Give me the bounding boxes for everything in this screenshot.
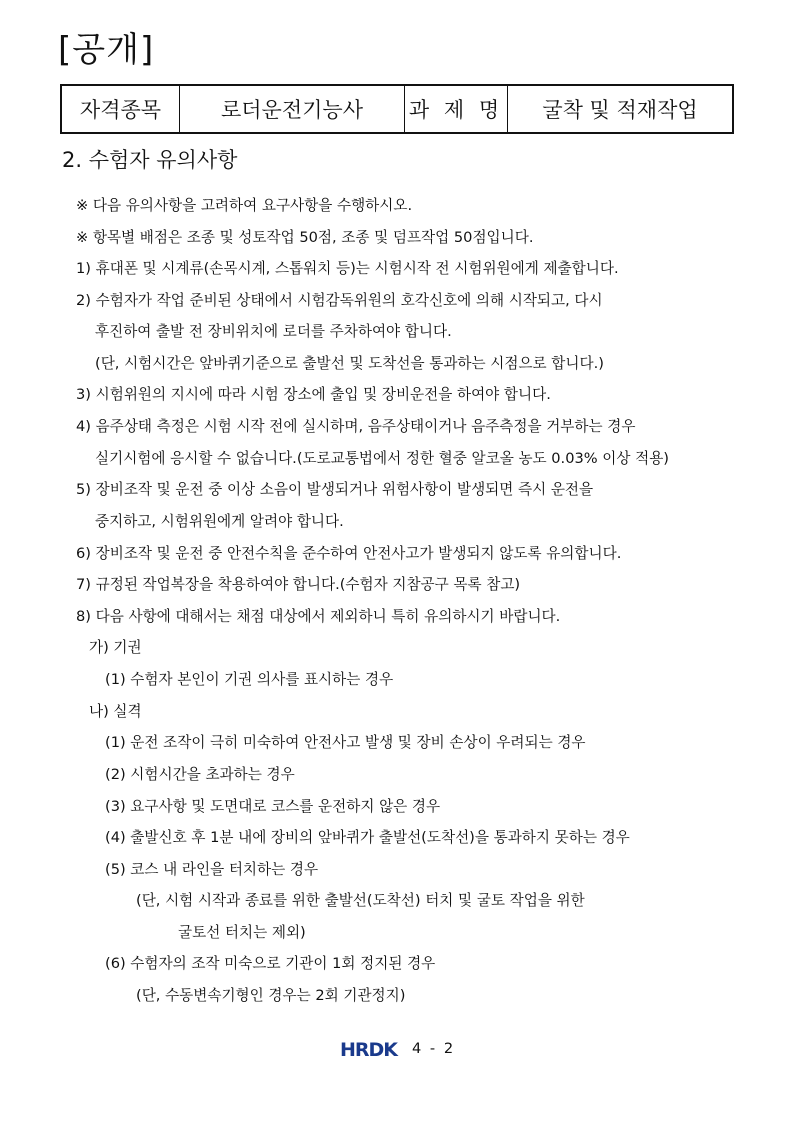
page-footer [340,1036,455,1060]
note-line: (4) 출발신호 후 1분 내에 장비의 앞바퀴가 출발선(도착선)을 통과하지 못하는 경우 [105,829,630,846]
note-line: ※ 항목별 배점은 조종 및 성토작업 50점, 조종 및 덤프작업 50점입니다. [76,229,534,246]
note-line: (1) 운전 조작이 극히 미숙하여 안전사고 발생 및 장비 손상이 우려되는 경우 [105,734,586,751]
note-line: 나) 실격 [89,703,142,720]
page-number: 4 - 2 [412,1039,456,1057]
note-line: (3) 요구사항 및 도면대로 코스를 운전하지 않은 경우 [105,798,441,815]
qualification-label: 자격종목 [61,85,180,133]
note-line: 8) 다음 사항에 대해서는 채점 대상에서 제외하니 특히 유의하시기 바랍니다. [76,608,561,625]
qualification-value: 로더운전기능사 [180,85,405,133]
task-value: 굴착 및 적재작업 [508,85,734,133]
note-line: 1) 휴대폰 및 시계류(손목시계, 스톱워치 등)는 시험시작 전 시험위원에게 제출합니다. [76,260,619,277]
document-classification-tag: [공개] [58,30,155,70]
info-table [60,84,734,134]
note-line: 굴토선 터치는 제외) [178,924,306,941]
note-line: 2) 수험자가 작업 준비된 상태에서 시험감독위원의 호각신호에 의해 시작되고, 다시 [76,292,603,309]
note-line: 6) 장비조작 및 운전 중 안전수칙을 준수하여 안전사고가 발생되지 않도록 유의합니다. [76,545,622,562]
note-line: ※ 다음 유의사항을 고려하여 요구사항을 수행하시오. [76,197,413,214]
hrdk-logo-text: HRDK [340,1039,398,1058]
note-line: (2) 시험시간을 초과하는 경우 [105,766,295,783]
note-line: (5) 코스 내 라인을 터치하는 경우 [105,861,319,878]
hrdk-logo [340,1038,402,1058]
section-title: 2. 수험자 유의사항 [62,148,238,172]
note-line: 실기시험에 응시할 수 없습니다.(도로교통법에서 정한 혈중 알코올 농도 0.03% 이상 적용) [95,450,669,467]
note-line: (6) 수험자의 조작 미숙으로 기관이 1회 정지된 경우 [105,955,436,972]
note-line: 4) 음주상태 측정은 시험 시작 전에 실시하며, 음주상태이거나 음주측정을 거부하는 경우 [76,418,636,435]
note-line: 가) 기권 [89,639,142,656]
note-line: 중지하고, 시험위원에게 알려야 합니다. [95,513,344,530]
task-label: 과 제 명 [405,85,508,133]
note-line: 7) 규정된 작업복장을 착용하여야 합니다.(수험자 지참공구 목록 참고) [76,576,521,593]
info-table-row [61,85,733,133]
note-line: (단, 시험시간은 앞바퀴기준으로 출발선 및 도착선을 통과하는 시점으로 합니다.) [95,355,604,372]
note-line: (1) 수험자 본인이 기권 의사를 표시하는 경우 [105,671,394,688]
note-line: 3) 시험위원의 지시에 따라 시험 장소에 출입 및 장비운전을 하여야 합니다. [76,386,551,403]
note-line: (단, 수동변속기형인 경우는 2회 기관정지) [136,987,406,1004]
note-line: 5) 장비조작 및 운전 중 이상 소음이 발생되거나 위험사항이 발생되면 즉시 운전을 [76,481,594,498]
note-line: 후진하여 출발 전 장비위치에 로더를 주차하여야 합니다. [95,323,452,340]
note-line: (단, 시험 시작과 종료를 위한 출발선(도착선) 터치 및 굴토 작업을 위한 [136,892,585,909]
